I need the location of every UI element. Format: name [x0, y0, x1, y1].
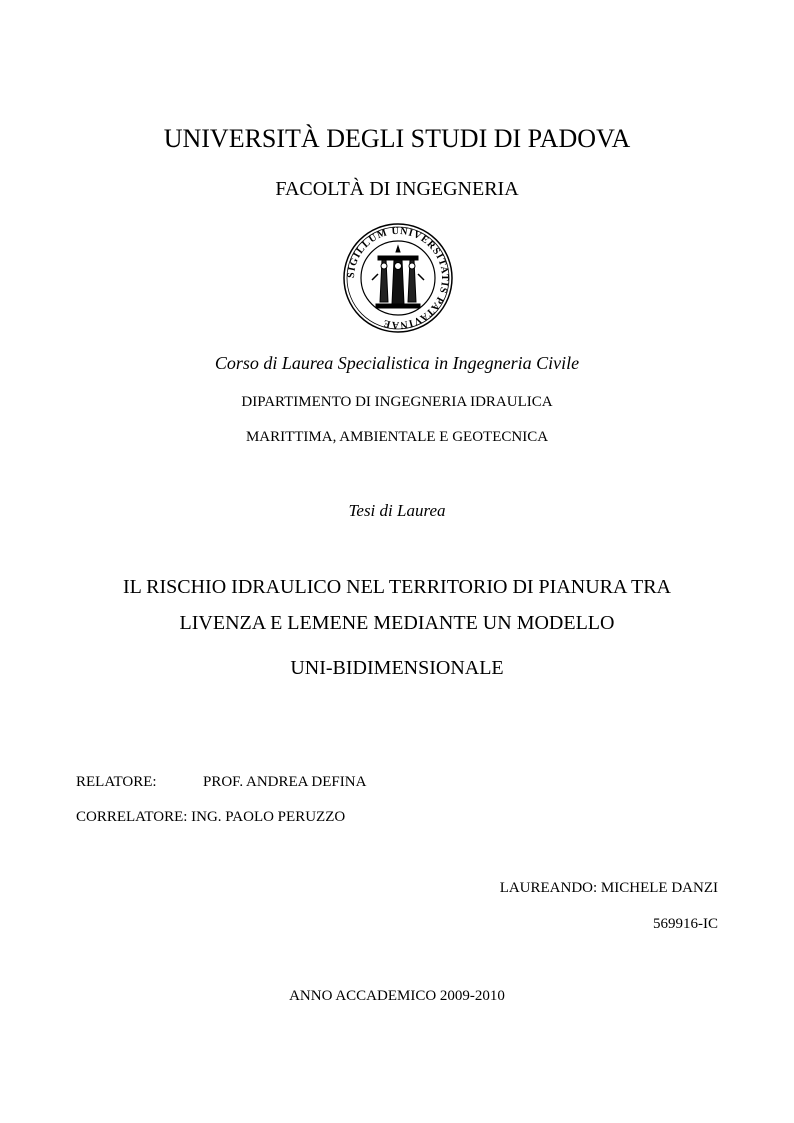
laureando: LAUREANDO: MICHELE DANZI [499, 880, 718, 896]
thesis-label: Tesi di Laurea [348, 501, 446, 520]
thesis-title-line-1: IL RISCHIO IDRAULICO NEL TERRITORIO DI PIANURA TRA [123, 576, 671, 598]
relatore-name: PROF. ANDREA DEFINA [203, 774, 367, 790]
thesis-title-line-3: UNI-BIDIMENSIONALE [290, 657, 504, 679]
university-name: UNIVERSITÀ DEGLI STUDI DI PADOVA [163, 124, 631, 153]
seal-text: SIGILLUM UNIVERSITATIS PATAVINAE [345, 225, 451, 331]
course-name: Corso di Laurea Specialistica in Ingegneria Civile [214, 353, 580, 373]
academic-year: ANNO ACCADEMICO 2009-2010 [289, 988, 505, 1004]
matricola: 569916-IC [653, 916, 718, 932]
relatore-label: RELATORE: [76, 774, 157, 790]
department-line-2: MARITTIMA, AMBIENTALE E GEOTECNICA [245, 429, 549, 445]
correlatore: CORRELATORE: ING. PAOLO PERUZZO [76, 809, 346, 825]
faculty-name: FACOLTÀ DI INGEGNERIA [275, 178, 519, 200]
seal-icon [342, 222, 454, 334]
university-seal [342, 222, 454, 334]
department-line-1: DIPARTIMENTO DI INGEGNERIA IDRAULICA [241, 394, 553, 410]
thesis-title-line-2: LIVENZA E LEMENE MEDIANTE UN MODELLO [179, 612, 615, 634]
